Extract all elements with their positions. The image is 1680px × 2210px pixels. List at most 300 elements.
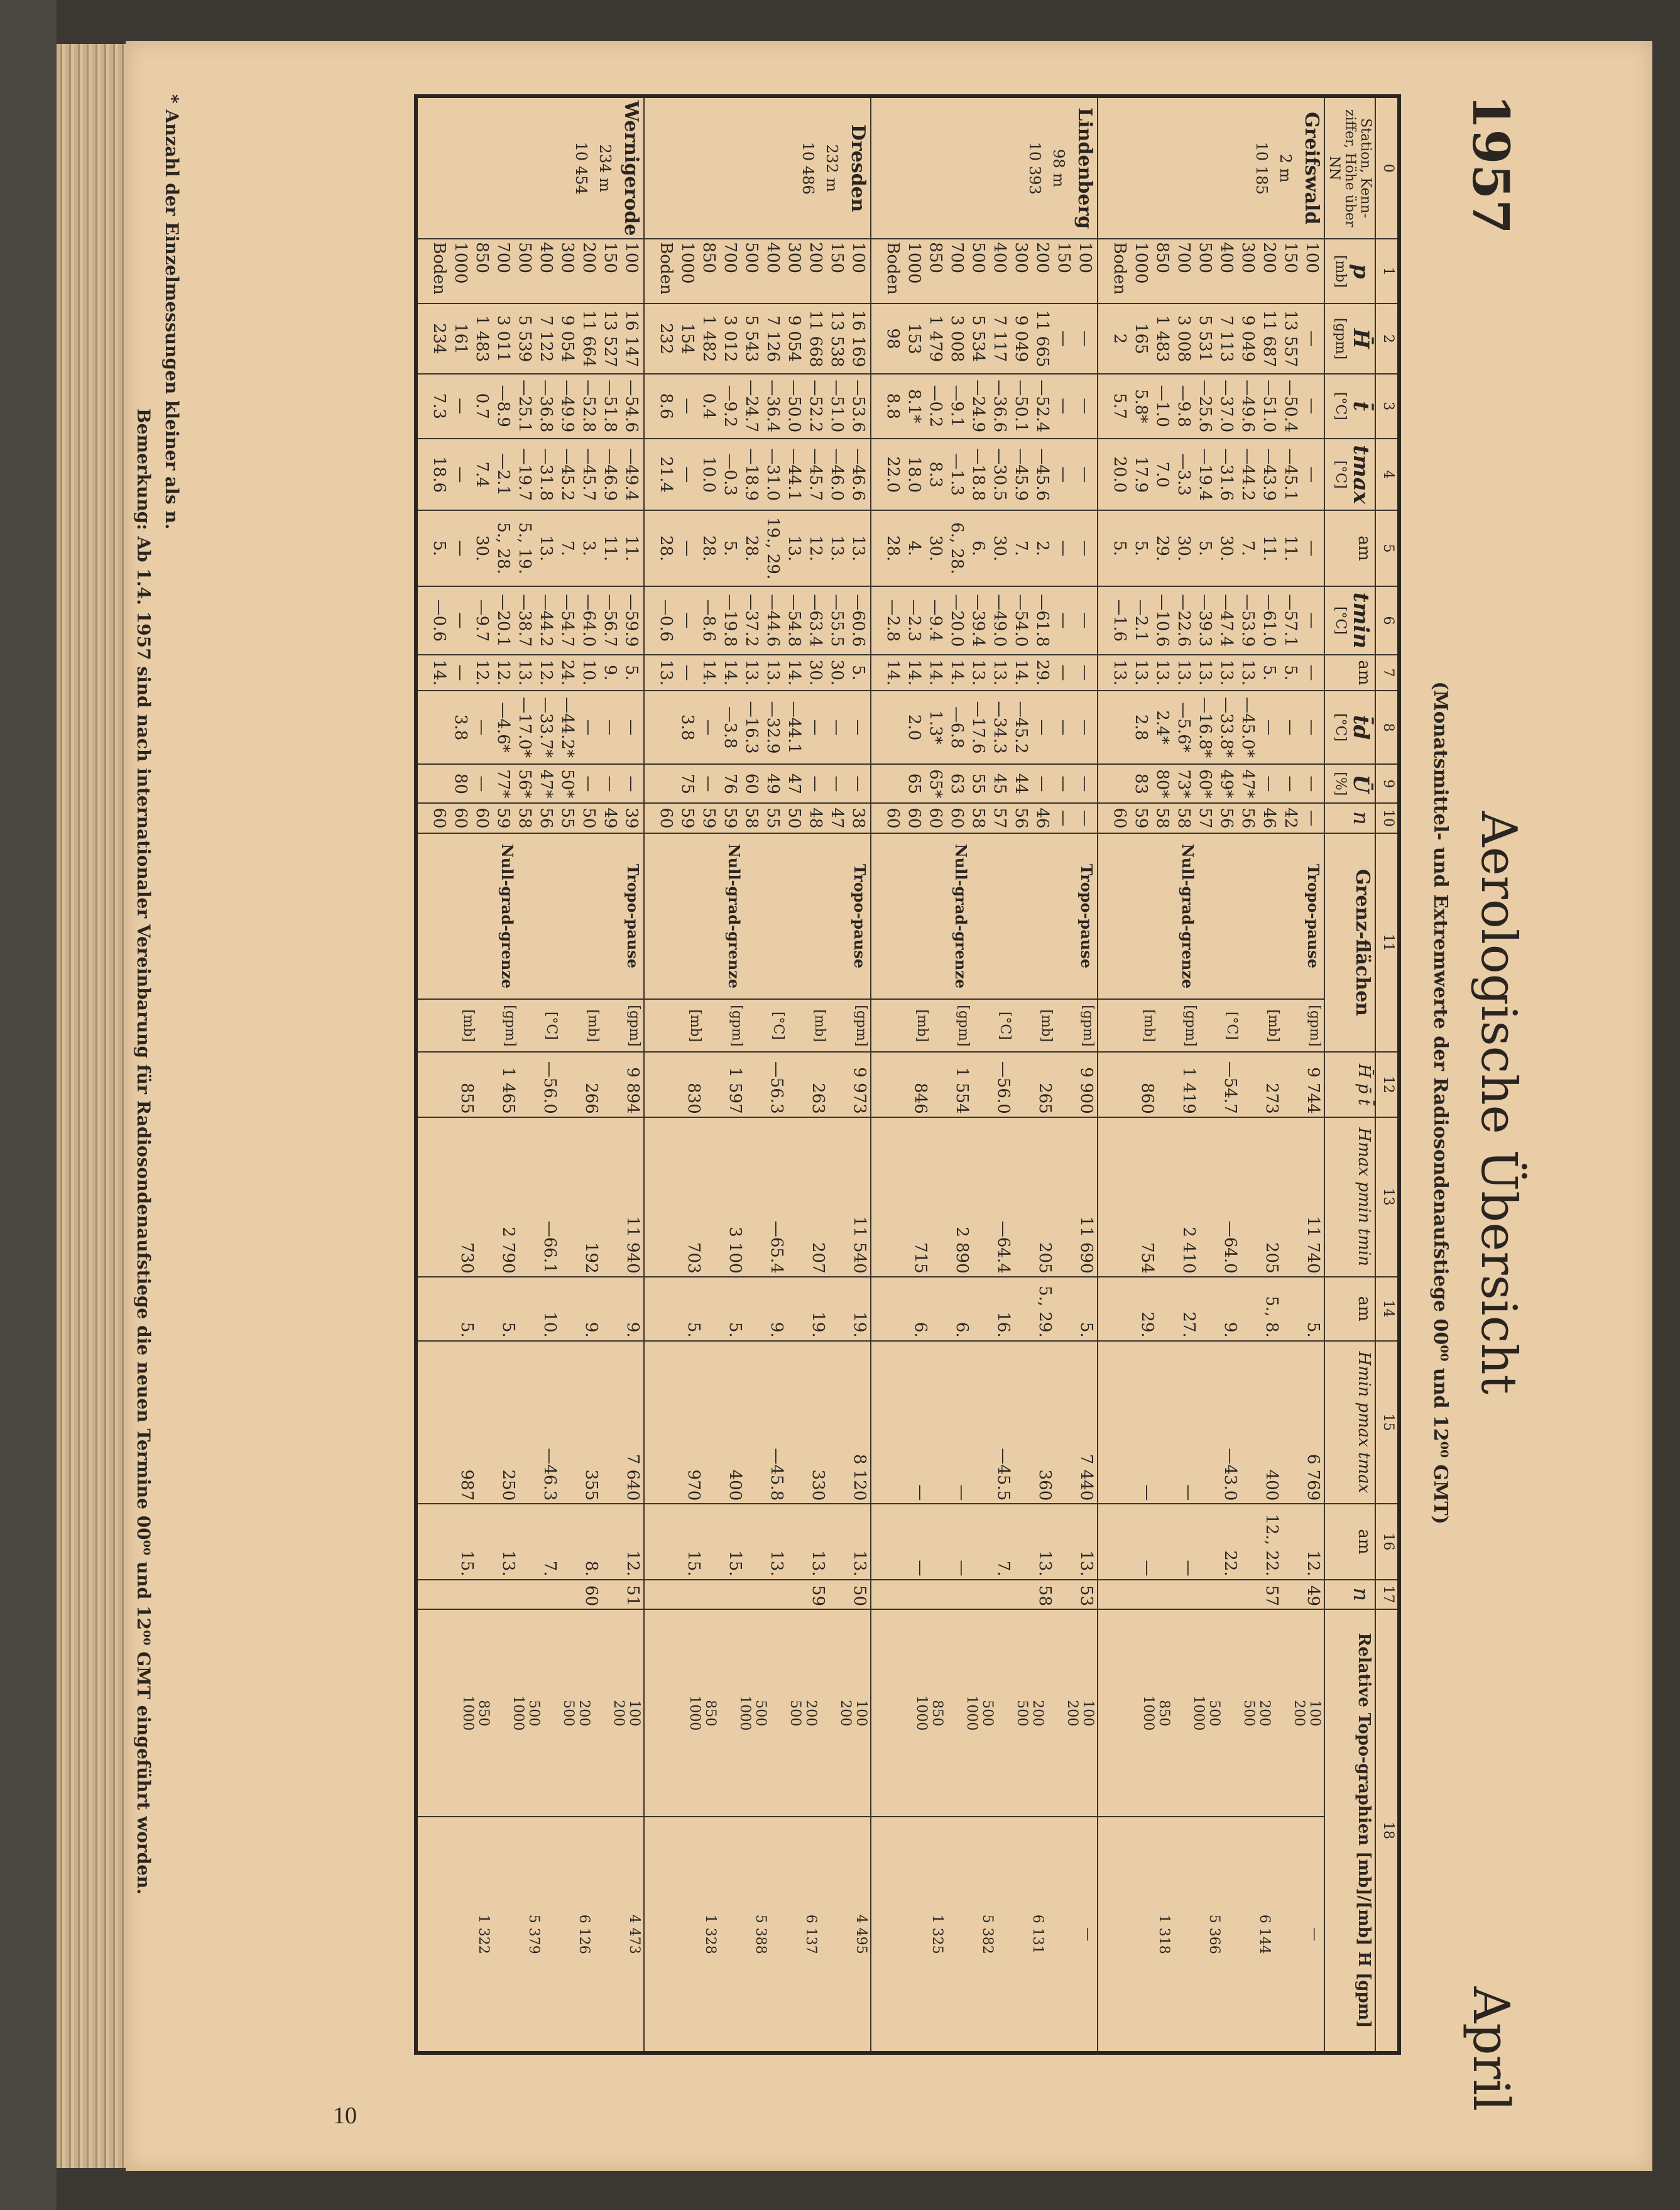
dewpoint-mean-value: 3.8 — [451, 714, 470, 741]
grenz-unit: [gpm] — [729, 1005, 745, 1047]
temp-mean-value: —25.1 — [515, 380, 534, 433]
temp-min-value: —56.7 — [601, 594, 619, 647]
temp-min-value: —20.1 — [494, 594, 513, 647]
temp-min-value: —37.2 — [742, 594, 761, 647]
temp-max-value: 18.6 — [430, 456, 449, 493]
temp-min-date-value: — — [678, 664, 697, 681]
dewpoint-mean-value: 1.3* — [926, 710, 945, 745]
temp-mean-value: —50.1 — [1012, 380, 1030, 433]
humidity-mean-value: — — [806, 775, 825, 792]
temp-max-date-value: 12. — [806, 535, 825, 562]
extreme-low-value: 987 — [457, 1469, 476, 1501]
page-subtitle: (Monatsmittel- und Extremwerte der Radiosondenaufstiege 00⁰⁰ und 12⁰⁰ GMT) — [1429, 681, 1451, 1524]
temp-max-value: — — [1076, 466, 1094, 483]
temp-min-date-value: 13. — [1196, 659, 1214, 686]
dewpoint-mean-value: —45.0* — [1238, 697, 1257, 758]
pressure-level: 150 — [827, 242, 846, 273]
pressure-level: 100 — [1302, 242, 1321, 273]
topo-thickness: 6 126 — [576, 1914, 592, 1954]
footnote: * Anzahl der Einzelmessungen kleiner als n. — [161, 94, 182, 530]
temp-max-date-value: 28. — [883, 535, 902, 562]
count-n-value: 60 — [1110, 807, 1129, 829]
temp-mean — [416, 374, 644, 439]
humidity-mean-value: 56* — [515, 769, 534, 799]
temp-min-date-value: 9. — [601, 665, 619, 681]
temp-max-date-value: 13. — [827, 535, 846, 562]
mean-boundary-value: 1 554 — [952, 1067, 971, 1114]
station-row — [644, 96, 871, 2053]
temp-mean-value: —9.1 — [947, 385, 966, 427]
topo-layer — [819, 1612, 869, 1813]
dewpoint-mean-value: —17.0* — [515, 697, 534, 758]
height-mean-value: 7 122 — [537, 315, 555, 363]
humidity-mean-value: 80 — [451, 773, 470, 794]
temp-min-value: —39.3 — [1196, 594, 1214, 647]
temp-min-date-value: 14. — [430, 659, 449, 686]
height-mean-value: 1 483 — [472, 315, 491, 363]
column-number: 17 — [1375, 1580, 1399, 1609]
temp-mean-value: — — [451, 398, 470, 415]
extreme-low-date-value: 12. — [1304, 1550, 1323, 1577]
height-mean-value: 16 147 — [622, 310, 641, 368]
height-mean-value: 11 665 — [1033, 310, 1052, 368]
count-n — [1098, 803, 1324, 833]
temp-min-value: —10.6 — [1153, 594, 1172, 647]
count-n-value: 39 — [622, 807, 641, 829]
topo-upper: 1000 — [510, 1695, 526, 1731]
temp-mean-value: 5.7 — [1110, 393, 1129, 419]
mean-boundary-value: 855 — [457, 1083, 476, 1114]
grenz-unit: [°C] — [543, 1011, 559, 1040]
temp-max-value: —43.9 — [1260, 448, 1279, 501]
temp-mean-value: —52.4 — [1033, 380, 1052, 433]
humidity-mean-value: — — [1076, 775, 1094, 792]
temp-max-value: — — [678, 466, 697, 483]
station-row — [1098, 96, 1324, 2053]
temp-mean-value: —36.8 — [537, 380, 555, 433]
dewpoint-mean-value — [428, 694, 450, 762]
dewpoint-mean-value: 2.8 — [1132, 714, 1150, 741]
temp-max-value: —18.8 — [969, 448, 988, 501]
extreme-high-date-value: 5. — [1304, 1321, 1323, 1338]
pressure-level: 500 — [515, 242, 534, 273]
temp-mean-value: —53.6 — [849, 380, 868, 433]
temp-max-value: 17.9 — [1132, 456, 1150, 493]
pressure-level: 100 — [849, 242, 868, 273]
temp-mean-value: —52.8 — [579, 380, 598, 433]
temp-min-date-value: 13. — [515, 659, 534, 686]
count-n-value: 60 — [883, 807, 902, 829]
temp-min-date-value: 12. — [472, 659, 491, 686]
temp-max-date-value: 6. — [969, 540, 988, 557]
topo-layer — [1222, 1612, 1272, 1813]
extreme-low-date-value: 13. — [850, 1550, 869, 1577]
extreme-low-value: 7 640 — [623, 1453, 642, 1501]
extreme-low-value: 6 769 — [1304, 1453, 1323, 1501]
mean-boundary-value: 830 — [684, 1083, 703, 1114]
mean-boundary — [416, 1052, 644, 1117]
count-n-value: 56 — [1217, 807, 1236, 829]
temp-max-value: —46.9 — [601, 448, 619, 501]
topo-upper: 200 — [837, 1700, 853, 1727]
temp-min-value: —54.0 — [1012, 594, 1030, 647]
station-header: Station, Kenn-ziffer, Höhe über NN — [1324, 96, 1375, 239]
height-mean-value: — — [1302, 330, 1321, 347]
height-mean-value: 3 011 — [494, 315, 513, 363]
temp-min-date-value: 14. — [947, 659, 966, 686]
extreme-low-date — [644, 1504, 871, 1579]
temp-max-value: 22.0 — [883, 456, 902, 493]
temp-min-date-value: 30. — [827, 659, 846, 686]
temp-mean-value: —52.2 — [806, 380, 825, 433]
count-n-value: 56 — [1012, 807, 1030, 829]
temp-max-value: —45.7 — [806, 448, 825, 501]
humidity-mean-value: — — [1054, 775, 1073, 792]
extreme-low-date-value: 7. — [540, 1560, 559, 1577]
extreme-high-value: —64.0 — [1221, 1220, 1240, 1274]
extreme-low-date-value: 7. — [994, 1560, 1013, 1577]
temp-max-value: — — [1054, 466, 1073, 483]
temp-max-date-value: — — [1076, 540, 1094, 557]
dewpoint-mean-value: —5.6* — [1174, 702, 1193, 753]
tropopause-label: Tropo-pause — [1304, 863, 1323, 969]
temp-mean-value: —51.0 — [827, 380, 846, 433]
pressure-level: 700 — [721, 242, 739, 273]
temp-min — [416, 586, 644, 655]
dewpoint-mean-value: — — [579, 719, 598, 736]
extreme-high-value: 11 690 — [1077, 1216, 1096, 1274]
temp-max-date-value: 13. — [785, 535, 804, 562]
temp-mean-value: —24.7 — [742, 380, 761, 433]
temp-max-value: —46.0 — [827, 448, 846, 501]
count-n-value: — — [1076, 809, 1094, 826]
topo-lower: 200 — [803, 1700, 819, 1727]
topo-upper: 1000 — [964, 1695, 979, 1731]
column-number: 12 — [1375, 1052, 1399, 1117]
temp-max-date-value: 29. — [1153, 535, 1172, 562]
height-mean-value: 16 169 — [849, 310, 868, 368]
extreme-low-date-value: 13. — [767, 1550, 786, 1577]
temp-min-value: — — [678, 612, 697, 629]
column-number: 18 — [1375, 1609, 1399, 2053]
grenz-unit: [mb] — [687, 1009, 703, 1042]
grenz-unit: [mb] — [812, 1009, 827, 1042]
extreme-high-value: 2 890 — [952, 1227, 971, 1274]
height-mean-value: 11 664 — [579, 310, 598, 368]
temp-min — [1098, 586, 1324, 655]
count-n-value: 59 — [494, 807, 513, 829]
column-number: 11 — [1375, 833, 1399, 1053]
pressure-levels — [416, 239, 644, 304]
topo-layer — [1172, 1612, 1222, 1813]
humidity-mean-value: 65* — [926, 769, 945, 799]
temp-mean-value: —1.0 — [1153, 385, 1172, 427]
pressure-level: 150 — [1281, 242, 1300, 273]
topo-layer — [542, 1612, 592, 1813]
count-n-value: 58 — [742, 807, 761, 829]
extreme-low-value: —45.5 — [994, 1448, 1013, 1501]
extreme-high-value: 11 540 — [850, 1216, 869, 1274]
temp-min-date-value: 13. — [990, 659, 1009, 686]
station-code: 10 486 — [799, 141, 817, 195]
column-number-row — [1375, 96, 1399, 2053]
page-title: Aerologische Übersicht — [1470, 811, 1527, 1394]
temp-max-value: —45.9 — [1012, 448, 1030, 501]
topo-upper: 500 — [560, 1700, 576, 1727]
dewpoint-mean-value: 2.0 — [905, 714, 924, 741]
column-number: 4 — [1375, 439, 1399, 511]
temp-max-date-value: 5. — [721, 540, 739, 557]
count-n-value: 50 — [785, 807, 804, 829]
pressure-level: 850 — [1153, 242, 1172, 273]
height-mean-value: 13 538 — [827, 310, 846, 368]
humidity-mean — [871, 764, 1098, 803]
topo-thickness: 4 473 — [626, 1914, 642, 1954]
grenz-unit: [mb] — [585, 1009, 601, 1042]
extreme-high — [416, 1117, 644, 1277]
extreme-high-date-value: 5. — [726, 1321, 745, 1338]
temp-min-value: — — [1076, 612, 1094, 629]
temp-max-value: —45.6 — [1033, 448, 1052, 501]
grenz-labels — [644, 833, 871, 1000]
humidity-mean-value — [1109, 767, 1130, 800]
temp-min-value: —61.0 — [1260, 594, 1279, 647]
humidity-mean-value: — — [622, 775, 641, 792]
pressure-level: 300 — [785, 242, 804, 273]
temp-max-date-value: 7. — [558, 540, 577, 557]
grenz-unit: [°C] — [1224, 1011, 1240, 1040]
temp-min-value: —55.5 — [827, 594, 846, 647]
extreme-high-date — [871, 1277, 1098, 1341]
topo-upper: 1000 — [737, 1695, 753, 1731]
grenz-unit: [mb] — [914, 1009, 930, 1042]
topo-lower: 100 — [626, 1700, 642, 1727]
mean-boundary-value: 1 597 — [726, 1067, 745, 1114]
extreme-high-date-value: 5., 29. — [1035, 1286, 1054, 1338]
column-number: 2 — [1375, 304, 1399, 373]
temp-max-value: 7.0 — [1153, 461, 1172, 488]
mean-boundary-value: 1 465 — [499, 1067, 518, 1114]
temp-min-date-value: 14. — [721, 659, 739, 686]
boundary-count-value: 50 — [850, 1585, 869, 1606]
temp-max-date-value: 11. — [1260, 535, 1279, 562]
dewpoint-mean-value: 3.8 — [678, 714, 697, 741]
temp-max-date-value: — — [1302, 540, 1321, 557]
topo-header: Relative Topo-graphien [mb]/[mb] H [gpm] — [1324, 1609, 1375, 2053]
temp-max-date-value: 30. — [1174, 535, 1193, 562]
humidity-mean-value: — — [827, 775, 846, 792]
topo-upper: 500 — [1014, 1700, 1030, 1727]
temp-max-value: — — [451, 466, 470, 483]
count-n-value: 58 — [1174, 807, 1193, 829]
temp-max-value: —2.1 — [494, 453, 513, 496]
t-header — [1324, 374, 1375, 439]
temp-max-date-value: 13. — [537, 535, 555, 562]
temp-min-value: —54.7 — [558, 594, 577, 647]
count-n-value: 55 — [558, 807, 577, 829]
station-cell — [416, 96, 644, 239]
pressure-level: 400 — [990, 242, 1009, 273]
temp-max — [416, 439, 644, 511]
temp-max-value: —30.5 — [990, 448, 1009, 501]
tmin-symbol: tmin — [1348, 592, 1373, 649]
dewpoint-mean-value: —34.3 — [990, 701, 1009, 754]
temp-max-date-value: 2. — [1033, 540, 1052, 557]
count-n — [871, 803, 1098, 833]
dewpoint-mean-value: —4.6* — [494, 702, 513, 753]
extreme-low-date-value: — — [1179, 1560, 1198, 1577]
boundary-count-value: 59 — [809, 1585, 827, 1606]
topo-values — [1098, 1817, 1324, 2053]
temp-max-date-value: 19., 29. — [763, 517, 782, 580]
height-mean-value: 1 483 — [1153, 315, 1172, 363]
extreme-low-value: 400 — [726, 1469, 745, 1501]
count-n-value: 60 — [430, 807, 449, 829]
temp-mean-value: 5.8* — [1132, 389, 1150, 424]
mean-boundary-value: —56.0 — [994, 1061, 1013, 1114]
temp-mean-value: —36.6 — [990, 380, 1009, 433]
temp-min-value: —61.8 — [1033, 594, 1052, 647]
extreme-low-value: 355 — [582, 1469, 601, 1501]
temp-max-value: 18.0 — [905, 456, 924, 493]
topo-lower: 850 — [702, 1700, 718, 1727]
topo-layer — [441, 1612, 491, 1813]
grenz-unit: [gpm] — [1307, 1005, 1323, 1047]
extreme-high-date-value: 9. — [623, 1321, 642, 1338]
count-n-value: 58 — [969, 807, 988, 829]
station-height: 234 m — [596, 144, 614, 192]
temp-mean-value: —50.4 — [1281, 380, 1300, 433]
dewpoint-mean-value: — — [1302, 719, 1321, 736]
temp-min-value: —57.1 — [1281, 594, 1300, 647]
pressure-level: 1000 — [451, 242, 470, 284]
td-header — [1324, 691, 1375, 765]
extreme-low-value: — — [952, 1484, 971, 1501]
book-cover — [0, 0, 57, 2210]
mean-boundary-value: 273 — [1262, 1083, 1281, 1114]
dewpoint-mean-value: — — [1076, 719, 1094, 736]
temp-mean-value: 8.8 — [883, 393, 902, 419]
temp-min-date-value: 30. — [806, 659, 825, 686]
temp-max-date-value: 11. — [1281, 535, 1300, 562]
dewpoint-mean-value: —44.1 — [785, 701, 804, 754]
temp-max-date-value: — — [678, 540, 697, 557]
humidity-mean-value: 44 — [1012, 773, 1030, 794]
column-number: 7 — [1375, 655, 1399, 691]
height-mean — [416, 304, 644, 373]
temp-min-value: —59.9 — [622, 594, 641, 647]
temp-max-value: —19.7 — [515, 448, 534, 501]
dewpoint-mean-value: — — [1260, 719, 1279, 736]
height-mean-value: 9 054 — [558, 315, 577, 363]
station-name: Dresden — [847, 124, 869, 212]
extreme-low-date-value: 13. — [1077, 1550, 1096, 1577]
temp-max-date-value: 6., 28. — [947, 522, 966, 574]
topo-lower: 500 — [753, 1700, 768, 1727]
extreme-low-date-value: — — [1138, 1560, 1157, 1577]
humidity-mean-value: 75 — [678, 773, 697, 794]
humidity-mean-value: 80* — [1153, 769, 1172, 799]
t-symbol: t̄ — [1348, 401, 1373, 412]
humidity-mean-value: 76 — [721, 773, 739, 794]
count-n-value: 58 — [515, 807, 534, 829]
column-number: 15 — [1375, 1341, 1399, 1504]
temp-min-date-value: 13. — [969, 659, 988, 686]
humidity-mean-value: 77* — [494, 769, 513, 799]
count-n-value: 59 — [1132, 807, 1150, 829]
temp-min-date-value: 13. — [1217, 659, 1236, 686]
temp-min-date-value: 5. — [849, 665, 868, 681]
pressure-level: 500 — [969, 242, 988, 273]
grenz-unit: [°C] — [770, 1011, 786, 1040]
topo-thickness: 4 495 — [853, 1914, 869, 1954]
boundary-count-value: 51 — [623, 1585, 642, 1606]
extreme-low-date-value: 22. — [1221, 1550, 1240, 1577]
humidity-mean-value: — — [1033, 775, 1052, 792]
height-mean-value: 5 543 — [742, 315, 761, 363]
topo-upper: 500 — [1241, 1700, 1257, 1727]
station-row — [416, 96, 644, 2053]
year: 1957 — [1461, 94, 1520, 234]
dewpoint-mean-value: — — [601, 719, 619, 736]
pressure-level: 700 — [1174, 242, 1193, 273]
boundary-count — [1098, 1580, 1324, 1609]
mean-boundary-value: —56.3 — [767, 1061, 786, 1114]
count-n-value: 60 — [472, 807, 491, 829]
station-cell — [644, 96, 871, 239]
height-mean-value: 3 008 — [947, 315, 966, 363]
temp-max-date — [416, 510, 644, 586]
temp-min-date-value: 13. — [1132, 659, 1150, 686]
temp-max-date-value: 13. — [849, 535, 868, 562]
grenz-unit: [mb] — [461, 1009, 476, 1042]
pressure-level: 700 — [494, 242, 513, 273]
pressure-level: 400 — [763, 242, 782, 273]
humidity-mean — [416, 764, 644, 803]
count-n-value: 59 — [678, 807, 697, 829]
humidity-mean-value: 47* — [1238, 769, 1257, 799]
temp-min-date-value: 10. — [579, 659, 598, 686]
topo-layer — [491, 1612, 542, 1813]
extreme-high-value: 2 410 — [1179, 1227, 1198, 1274]
remark: Bemerkung: Ab 1.4. 1957 sind nach internationaler Vereinbarung für Radiosondenaufstiege die neuen Termine 00⁰⁰ und 12⁰⁰ GMT eingeführt worden. — [133, 408, 154, 1895]
extreme-high-value: 205 — [1262, 1242, 1281, 1274]
temp-min-date-value: 12. — [537, 659, 555, 686]
mean-boundary — [644, 1052, 871, 1117]
tmax-header — [1324, 439, 1375, 511]
count-n-value: — — [1054, 809, 1073, 826]
humidity-mean-value: 47 — [785, 773, 804, 794]
temp-min-date-value: — — [1054, 664, 1073, 681]
topo-lower: 500 — [979, 1700, 995, 1727]
humidity-mean-value: 83 — [1132, 773, 1150, 794]
mean-boundary-value: 9 973 — [850, 1067, 869, 1114]
extreme-high-date-value: 6. — [911, 1321, 930, 1338]
topo-thickness: 5 388 — [753, 1914, 768, 1954]
extreme-high-date-value: 29. — [1138, 1311, 1157, 1338]
temp-max-value: —44.1 — [785, 448, 804, 501]
temp-mean-value: — — [1302, 398, 1321, 415]
height-mean-value: 7 113 — [1217, 315, 1236, 363]
topo-upper: 500 — [787, 1700, 803, 1727]
temp-max — [644, 439, 871, 511]
temp-min-date-value: 13. — [742, 659, 761, 686]
temp-max-value: 21.4 — [657, 456, 675, 493]
extreme-high-date-value: 27. — [1179, 1311, 1198, 1338]
grenz-labels — [416, 833, 644, 1000]
temp-max-date — [644, 510, 871, 586]
topo-upper: 1000 — [460, 1695, 476, 1731]
